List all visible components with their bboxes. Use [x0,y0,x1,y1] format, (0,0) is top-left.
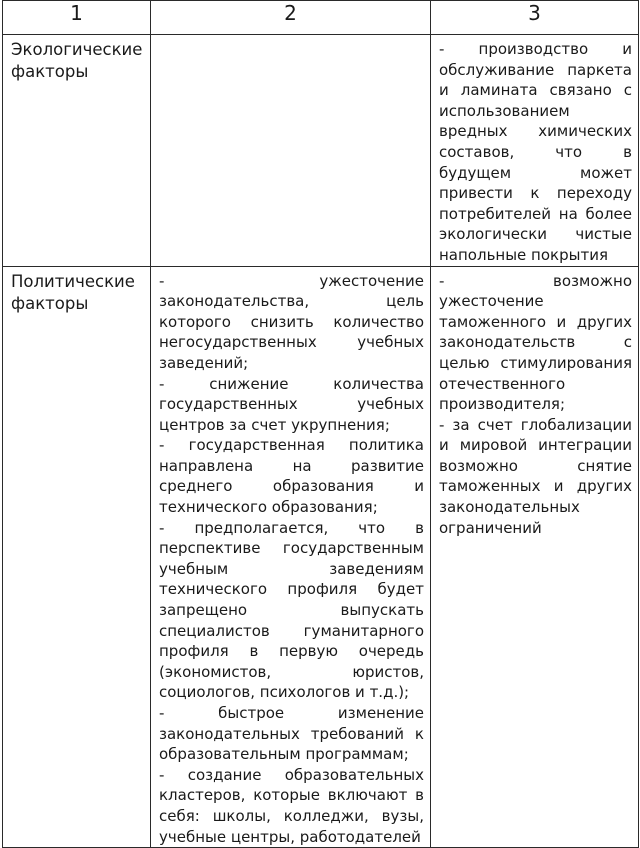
list-item: - государственная политика направлена на развитие среднего образования и технического образования; [159,436,424,517]
column-header-1: 1 [3,1,151,35]
factor-label: Политические факторы [3,266,151,848]
political-col3-cell [431,266,639,848]
column-header-2: 2 [151,1,431,35]
list-item: - ужесточение законодательства, цель которого снизить количество негосударственных учебных заведений; [159,271,424,372]
factors-table [2,0,639,848]
ecological-col3-cell [431,35,639,267]
political-col2-cell [151,266,431,848]
list-item: - производство и обслуживание паркета и ламината связано с использованием вредных химических составов, что в будущем может привести к переходу потребителей на более экологически чистые напольные покрытия [439,40,632,264]
table-row-ecological [3,35,639,267]
list-item: - быстрое изменение законодательных требований к образовательным программам; [159,704,424,764]
table-row-political [3,266,639,848]
list-item: - предполагается, что в перспективе государственным учебным заведениям технического профиля будет запрещено выпускать специалистов гуманитарного профиля в первую очередь (экономистов, юристов, социологов, психологов и т.д.); [159,518,424,702]
factor-label: Экологические факторы [3,35,151,267]
list-item: - возможно ужесточение таможенного и других законодательств с целью стимулирования отечественного производителя; [439,271,632,414]
ecological-col2-cell [151,35,431,267]
column-header-3: 3 [431,1,639,35]
list-item: - создание образовательных кластеров, которые включают в себя: школы, колледжи, вузы, учебные центры, работодателей [159,765,424,846]
header-row [3,1,639,35]
list-item: - снижение количества государственных учебных центров за счет укрупнения; [159,374,424,434]
list-item: - за счет глобализации и мировой интеграции возможно снятие таможенных и других законодательных ограничений [439,415,632,537]
